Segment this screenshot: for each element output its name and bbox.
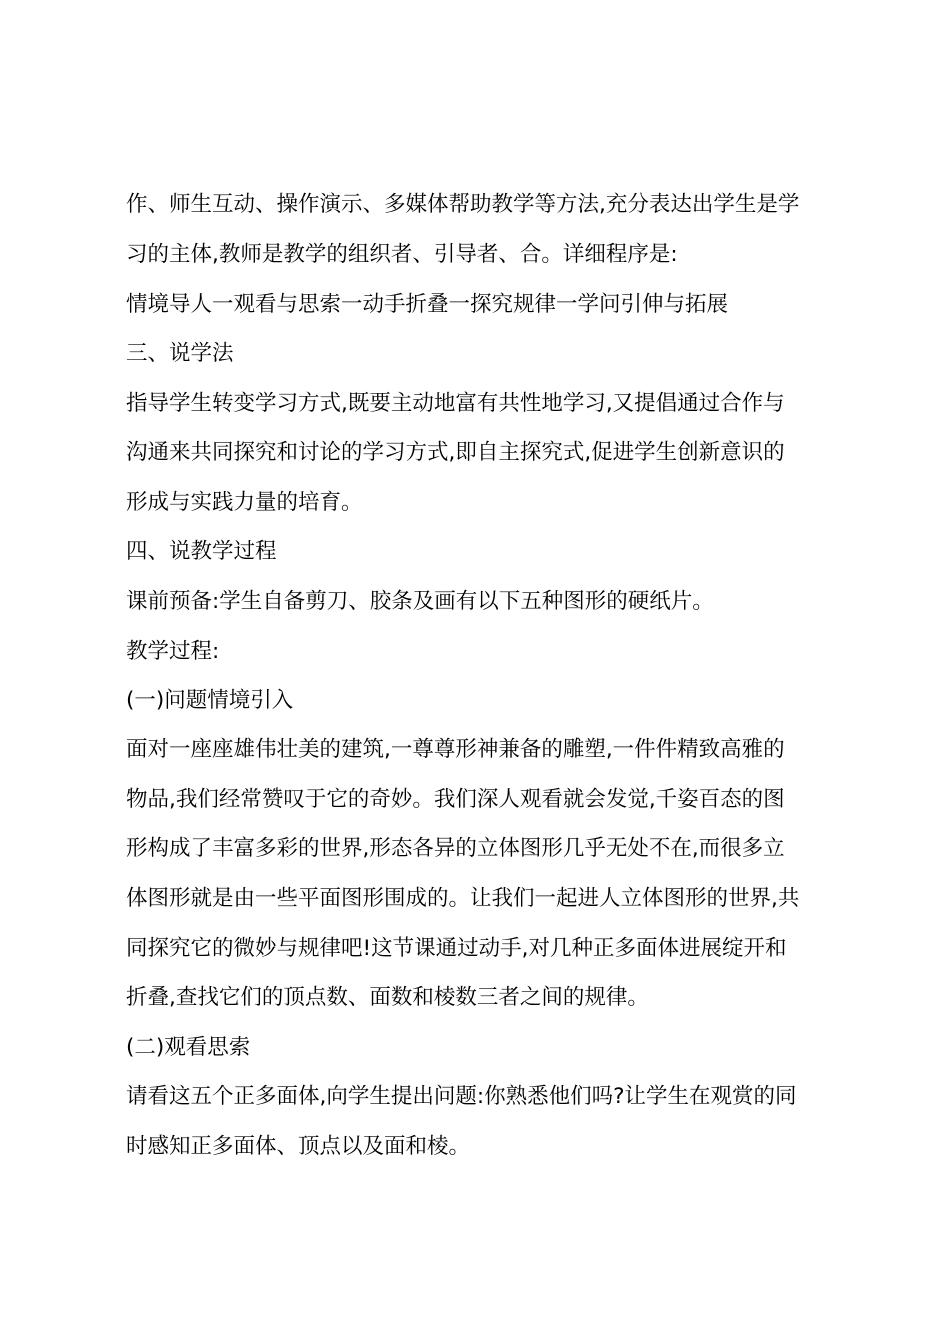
text-line-12: 面对一座座雄伟壮美的建筑,一尊尊形神兼备的雕塑,一件件精致高雅的 — [126, 737, 785, 762]
text-line-9: 课前预备:学生自备剪刀、胶条及画有以下五种图形的硬纸片。 — [126, 589, 714, 614]
text-line-15: 体图形就是由一些平面图形围成的。让我们一起进人立体图形的世界,共 — [126, 886, 800, 911]
text-line-20: 时感知正多面体、顶点以及面和棱。 — [126, 1134, 471, 1159]
subsection-heading-2: (二)观看思索 — [126, 1035, 251, 1060]
text-line-16: 同探究它的微妙与规律吧!这节课通过动手,对几种正多面体进展绽开和 — [126, 936, 787, 961]
text-line-2: 习的主体,教师是教学的组织者、引导者、合。详细程序是: — [126, 242, 678, 267]
text-line-3: 情境导人一观看与思索一动手折叠一探究规律一学问引伸与拓展 — [126, 292, 729, 317]
text-line-7: 形成与实践力量的培育。 — [126, 490, 363, 515]
text-line-14: 形构成了丰富多彩的世界,形态各异的立体图形几乎无处不在,而很多立 — [126, 836, 785, 861]
text-line-13: 物品,我们经常赞叹于它的奇妙。我们深人观看就会发觉,千姿百态的图 — [126, 787, 785, 812]
text-line-17: 折叠,查找它们的顶点数、面数和棱数三者之间的规律。 — [126, 985, 649, 1010]
section-heading-teaching-process: 四、说教学过程 — [126, 539, 277, 564]
subsection-heading-1: (一)问题情境引入 — [126, 688, 294, 713]
text-line-6: 沟通来共同探究和讨论的学习方式,即自主探究式,促进学生创新意识的 — [126, 440, 785, 465]
text-line-10: 教学过程: — [126, 639, 220, 664]
text-line-1: 作、师生互动、操作演示、多媒体帮助教学等方法,充分表达出学生是学 — [126, 192, 800, 217]
text-line-19: 请看这五个正多面体,向学生提出问题:你熟悉他们吗?让学生在观赏的同 — [126, 1084, 797, 1109]
text-line-5: 指导学生转变学习方式,既要主动地富有共性地学习,又提倡通过合作与 — [126, 391, 785, 416]
section-heading-study-method: 三、说学法 — [126, 341, 234, 366]
